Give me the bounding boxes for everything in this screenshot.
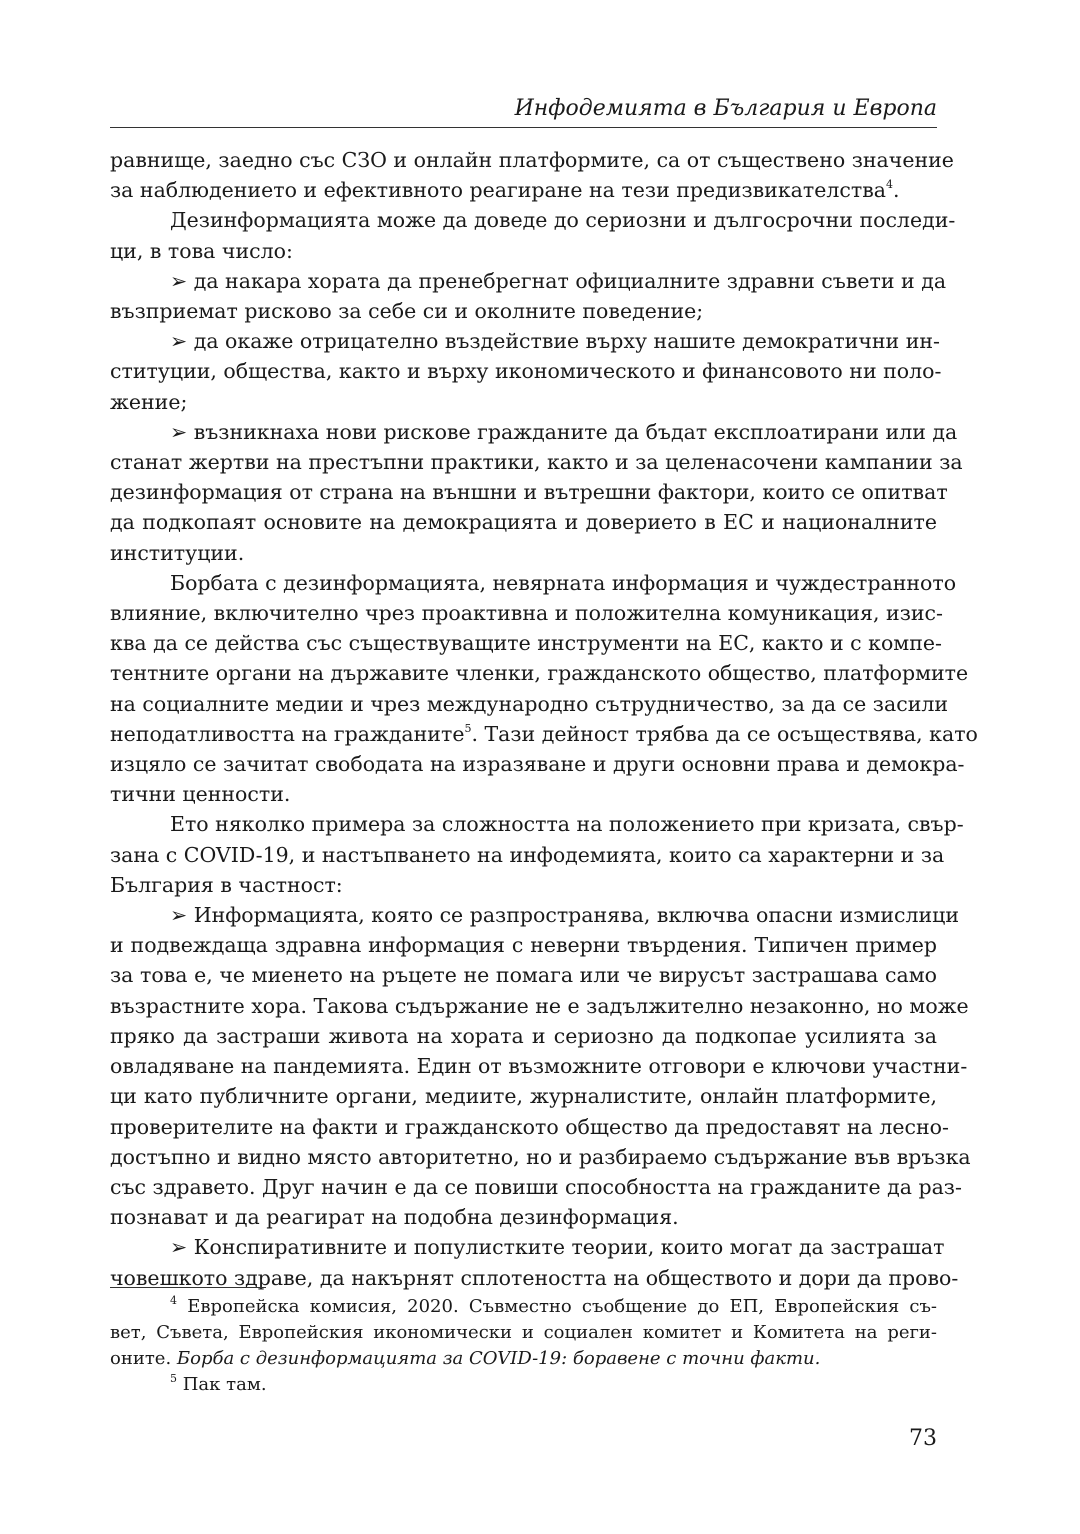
bullet-line: ➢ възникнаха нови рискове гражданите да бъдат експлоатирани или да bbox=[170, 419, 958, 444]
text-line: проверителите на факти и гражданското общество да предоставят на лесно- bbox=[110, 1114, 949, 1139]
text-line: на социалните медии и чрез международно сътрудничество, за да се засили bbox=[110, 691, 949, 716]
footnote-line bbox=[110, 1346, 937, 1372]
text-line: пряко да застраши живота на хората и сериозно да подкопае усилията за bbox=[110, 1023, 937, 1048]
text-line: възрастните хора. Такова съдържание не е задължително незаконно, но може bbox=[110, 993, 969, 1018]
bullet-line: ➢ Информацията, която се разпространява, включва опасни измислици bbox=[170, 903, 959, 928]
footnote-4 bbox=[110, 1294, 937, 1320]
text-line: изцяло се зачитат свободата на изразяване и други основни права и демокра- bbox=[110, 752, 965, 777]
text-line: влияние, включително чрез проактивна и положителна комуникация, изис- bbox=[110, 601, 943, 626]
text-line bbox=[110, 719, 978, 749]
text-line: със здравето. Друг начин е да се повиши способността на гражданите да раз- bbox=[110, 1174, 962, 1199]
text-line: тентните органи на държавите членки, гражданското общество, платформите bbox=[110, 661, 969, 686]
footnote-ref-5: 5 bbox=[464, 722, 472, 736]
text-line: ци, в това число: bbox=[110, 238, 293, 263]
text-fragment: неподатливостта на гражданите bbox=[110, 721, 465, 746]
text-line: овладяване на пандемията. Един от възможните отговори е ключови участни- bbox=[110, 1054, 968, 1079]
text-line: равнище, заедно със СЗО и онлайн платформите, са от съществено значение bbox=[110, 148, 954, 172]
footnote-mark-5: 5 bbox=[170, 1372, 177, 1385]
text-line: достъпно и видно място авторитетно, но и разбираемо съдържание във връзка bbox=[110, 1144, 971, 1169]
footnote-text: Европейска комисия, 2020. Съвместно съобщение до ЕП, Европейския съ- bbox=[187, 1296, 937, 1317]
text-line: ква да се действа със съществуващите инструменти на ЕС, както и с компе- bbox=[110, 631, 942, 656]
footnote-mark-4: 4 bbox=[170, 1294, 177, 1307]
footnote-text: оните. bbox=[110, 1348, 177, 1369]
header-rule bbox=[110, 127, 937, 128]
text-line: Дезинформацията може да доведе до сериозни и дългосрочни последи- bbox=[170, 208, 956, 233]
footnote-title-italic: Борба с дезинформацията за COVID-19: боравене с точни факти. bbox=[176, 1348, 821, 1369]
footnote-rule bbox=[110, 1287, 266, 1288]
text-line: Борбата с дезинформацията, невярната информация и чуждестранното bbox=[170, 570, 957, 595]
text-line: Ето няколко примера за сложността на положението при кризата, свър- bbox=[170, 812, 964, 837]
footnotes bbox=[110, 1294, 937, 1398]
body-text bbox=[110, 145, 978, 1293]
text-fragment: за наблюдението и ефективното реагиране на тези предизвикателства bbox=[110, 178, 886, 203]
running-header: Инфодемията в България и Европа bbox=[514, 96, 937, 121]
text-line: ци като публичните органи, медиите, журналистите, онлайн платформите, bbox=[110, 1084, 937, 1109]
text-line: станат жертви на престъпни практики, както и за целенасочени кампании за bbox=[110, 450, 963, 475]
footnote-text: Пак там. bbox=[182, 1374, 267, 1395]
text-line: България в частност: bbox=[110, 872, 343, 897]
text-line: възприемат рисково за себе си и околните поведение; bbox=[110, 299, 704, 324]
bullet-line: ➢ да накара хората да пренебрегнат официалните здравни съвети и да bbox=[170, 268, 947, 293]
footnote-ref-4: 4 bbox=[885, 178, 893, 192]
text-fragment: . Тази дейност трябва да се осъществява, като bbox=[471, 721, 978, 746]
text-line: зана с COVID-19, и настъпването на инфодемията, които са характерни и за bbox=[110, 842, 945, 867]
text-line: и подвеждаща здравна информация с неверни твърдения. Типичен пример bbox=[110, 933, 937, 958]
bullet-line: ➢ да окаже отрицателно въздействие върху нашите демократични ин- bbox=[170, 329, 940, 354]
text-line: институции. bbox=[110, 540, 245, 565]
text-line: познават и да реагират на подобна дезинформация. bbox=[110, 1205, 679, 1230]
footnote-5 bbox=[110, 1372, 937, 1398]
text-line: жение; bbox=[110, 389, 188, 414]
text-line: човешкото здраве, да накърнят сплотеността на обществото и дори да прово- bbox=[110, 1265, 959, 1290]
text-line: за това е, че миенето на ръцете не помага или че вирусът застрашава само bbox=[110, 963, 937, 988]
document-page bbox=[110, 0, 978, 1534]
page-number: 73 bbox=[909, 1426, 937, 1451]
text-line: тични ценности. bbox=[110, 782, 291, 807]
text-line: дезинформация от страна на външни и вътрешни фактори, които се опитват bbox=[110, 480, 948, 505]
text-line: за наблюдението и ефективното реагиране на тези предизвикателства$^4$. bbox=[110, 178, 900, 203]
text-line: да подкопаят основите на демокрацията и доверието в ЕС и националните bbox=[110, 510, 937, 535]
text-line: ституции, общества, както и върху икономическото и финансовото ни поло- bbox=[110, 359, 942, 384]
footnote-line: вет, Съвета, Европейския икономически и социален комитет и Комитета на реги- bbox=[110, 1322, 937, 1343]
bullet-line: ➢ Конспиративните и популистките теории, които могат да застрашат bbox=[170, 1235, 945, 1260]
